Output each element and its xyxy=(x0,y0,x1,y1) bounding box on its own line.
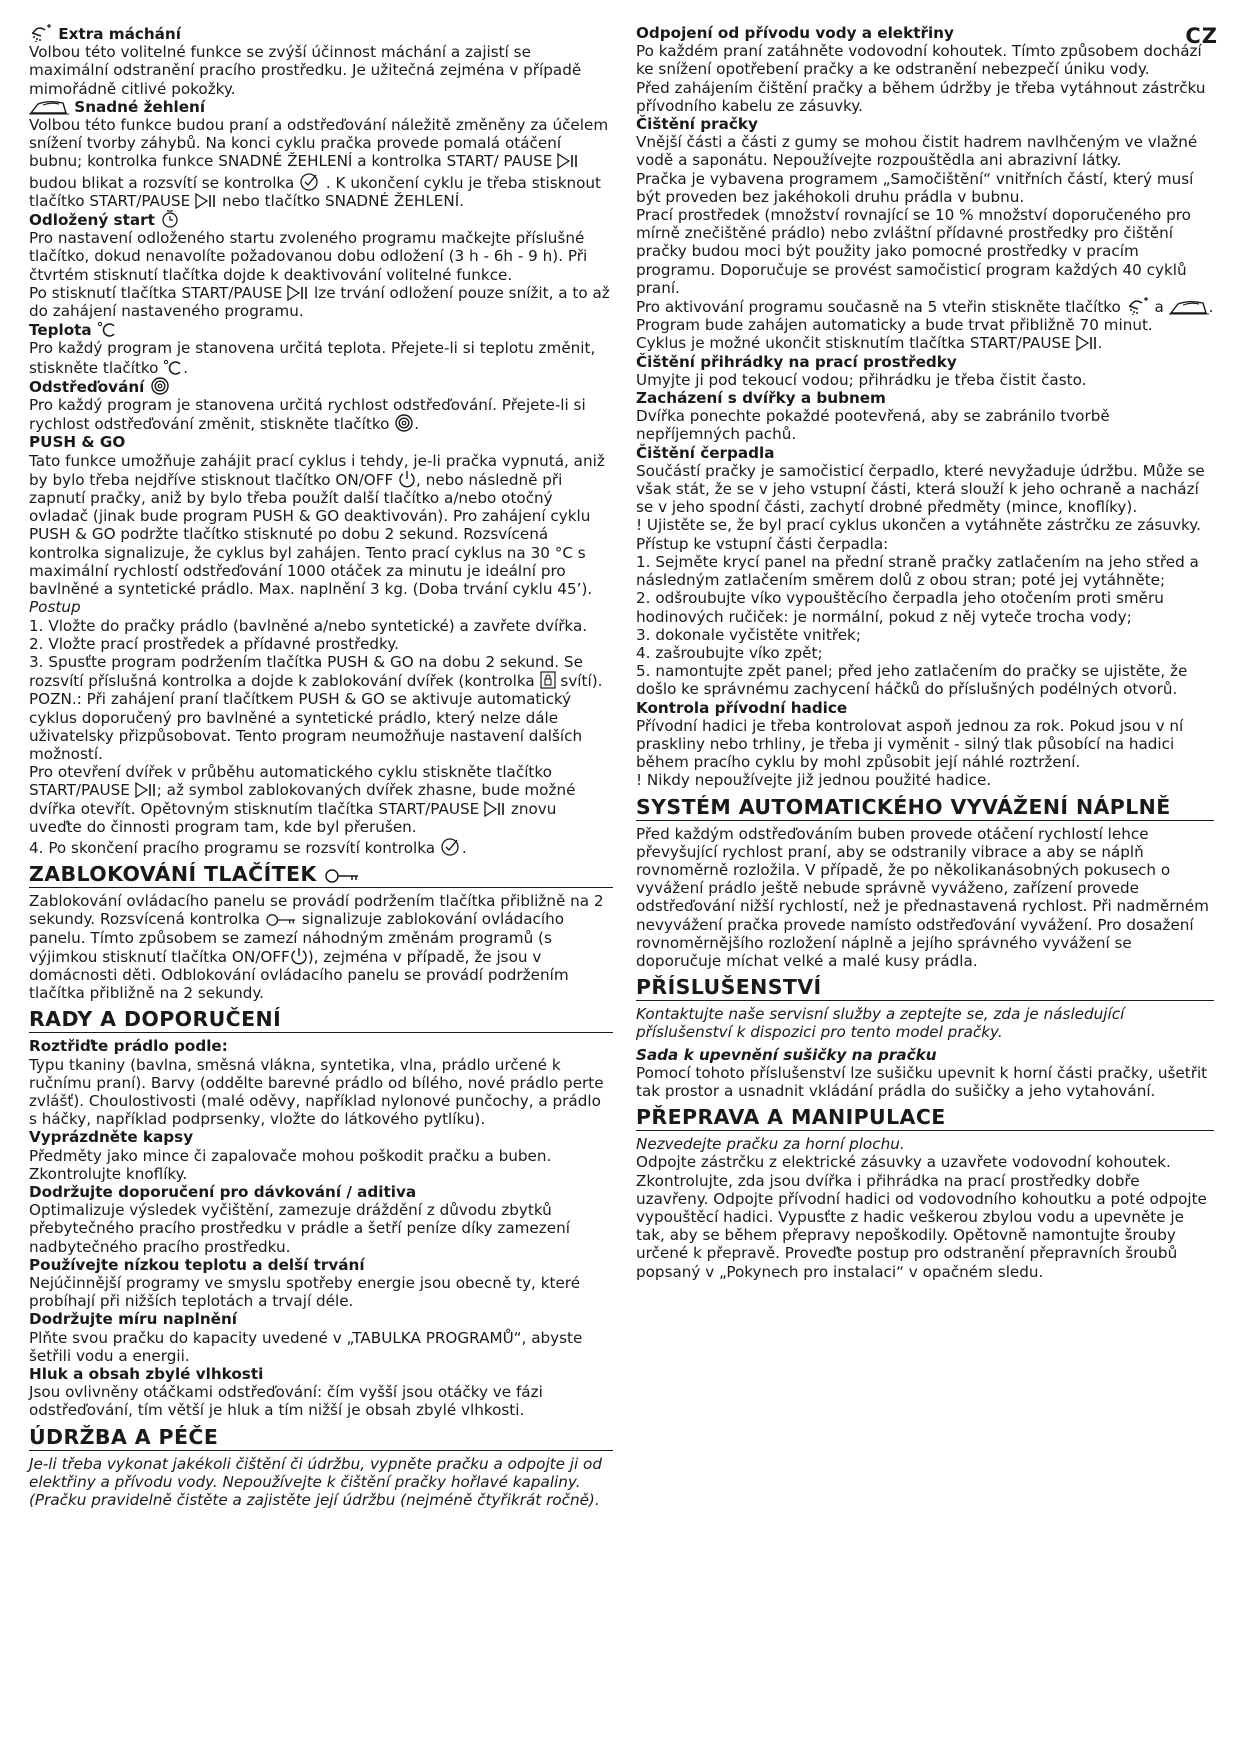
care-text: Je-li třeba vykonat jakékoli čištění či údržbu, vypněte pračku a odpojte ji od elektřiny a přívodu vody. Nepoužívejte k čištění pračky hořlavé kapaliny. (Pračku pravidelně čistěte a zajistěte její údržbu (nejméně čtyřikrát ročně). xyxy=(29,1454,602,1510)
cycle-end-icon xyxy=(440,836,462,856)
cycle-end-icon xyxy=(299,171,321,191)
key-icon xyxy=(324,868,360,884)
easy-iron-text: Volbou této funkce budou praní a odstřeďování náležitě změněny za účelem snížení tvorby záhybů. Na konci cyklu pračka provede pomalá otáčení bubnu; kontrolka funkce SNADNÉ ŽEHLENÍ a kontrolka START/ PAUSE budou blikat a rozsvítí se kontrolka . K ukončení cyklu je třeba stisknout tlačítko START/PAUSE nebo tlačítko SNADNÉ ŽEHLENÍ. xyxy=(29,116,609,210)
pump-title: Čištění čerpadla xyxy=(636,443,775,462)
power-icon xyxy=(290,947,308,965)
step-3: 3. Spusťte program podržením tlačítka PUSH & GO na dobu 2 sekund. Se rozsvítí příslušná kontrolka a dojde k zablokování dvířek (kontrolka svítí). xyxy=(29,652,603,691)
cleaning-text-2: Pračka je vybavena programem „Samočištění“ vnitřních částí, který musí být proveden bez jakéhokoli druhu prádla v bubnu. xyxy=(636,169,1194,206)
cleaning-text-5: Program bude zahájen automaticky a bude trvat přibližně 70 minut. xyxy=(636,316,1153,335)
start-pause-icon xyxy=(484,801,506,817)
extra-rinse-title: Extra máchání xyxy=(29,24,613,43)
pockets-text: Předměty jako mince či zapalovače mohou poškodit pračku a buben. Zkontrolujte knoflíky. xyxy=(29,1146,552,1183)
load-title: Dodržujte míru naplnění xyxy=(29,1310,237,1329)
hose-text-2: ! Nikdy nepoužívejte již jednou použité hadice. xyxy=(636,771,992,790)
pump-step-3: 3. dokonale vyčistěte vnitřek; xyxy=(636,625,861,644)
cleaning-text-1: Vnější části a části z gumy se mohou čistit hadrem navlhčeným ve vlažné vodě a saponátu. Nepoužívejte rozpouštědla ani abrazivní látky. xyxy=(636,133,1198,170)
care-heading: ÚDRŽBA A PÉČE xyxy=(29,1425,613,1451)
shower-icon xyxy=(1126,297,1150,315)
balance-text: Před každým odstřeďováním buben provede otáčení rychlostí lehce převyšující rychlost praní, aby se odstranily vibrace a aby se náplň rovnoměrně rozložila. V případě, že po několikanásobných pokusech o vyvážení prádlo ještě nebude správně vyváženo, zařízení provede odstřeďování nižší rychlostí, než je přednastavená rychlost. Při nadměrném nevyvážení pračka provede namísto odstřeďování vyvážení. Pro dosažení rovnoměrnějšího rozložení náplně a jejího správného vyvážení se doporučuje míchat velké a malé kusy prádla. xyxy=(636,824,1209,970)
easy-iron-title: Snadné žehlení xyxy=(29,98,613,116)
delay-start-text-2: Po stisknutí tlačítka START/PAUSE lze trvání odložení pouze snížit, a to až do zahájení nastaveného programu. xyxy=(29,283,610,321)
spin-text: Pro každý program je stanovena určitá rychlost odstřeďování. Přejete-li si rychlost odstřeďování změnit, stiskněte tlačítko . xyxy=(29,396,586,434)
pump-step-4: 4. zašroubujte víko zpět; xyxy=(636,643,823,662)
pump-text-2: ! Ujistěte se, že byl prací cyklus ukončen a vytáhněte zástrčku ze zásuvky. xyxy=(636,516,1201,535)
right-column xyxy=(636,24,1214,1281)
step-4: 4. Po skončení pracího programu se rozsvítí kontrolka . xyxy=(29,836,613,857)
dosage-text: Optimalizuje výsledek vyčištění, zamezuje dráždění z důvodu zbytků přebytečného pracího prostředku v prádle a šetří peníze díky zamezení nadbytečného pracího prostředku. xyxy=(29,1201,570,1256)
tips-heading: RADY A DOPORUČENÍ xyxy=(29,1007,613,1033)
step-1: 1. Vložte do pračky prádlo (bavlněné a/nebo syntetické) a zavřete dvířka. xyxy=(29,616,588,635)
disconnect-text-1: Po každém praní zatáhněte vodovodní kohoutek. Tímto způsobem dochází ke snížení opotřebení pračky a ke odstranění nebezpečí úniku vody. xyxy=(636,42,1202,79)
cleaning-title: Čištění pračky xyxy=(636,115,758,134)
noise-title: Hluk a obsah zbylé vlhkosti xyxy=(29,1365,264,1384)
pump-text-3: Přístup ke vstupní části čerpadla: xyxy=(636,534,889,553)
step-2: 2. Vložte prací prostředek a přídavné prostředky. xyxy=(29,634,399,653)
spin-icon xyxy=(394,414,414,432)
iron-icon xyxy=(1169,299,1209,315)
stacking-kit-title: Sada k upevnění sušičky na pračku xyxy=(636,1045,937,1064)
noise-text: Jsou ovlivněny otáčkami odstřeďování: čím vyšší jsou otáčky ve fázi odstřeďování, tím větší je hluk a tím nižší je obsah zbylé vlhkosti. xyxy=(29,1383,543,1420)
cleaning-text-3: Prací prostředek (množství rovnající se 10 % množství doporučeného pro mírně znečištěné prádlo) nebo zvláštní přídavné prostředky pro čištění pračky budou moci být použity jako pomocné prostředky v pracím programu. Doporučuje se provést samočisticí program každých 40 cyklů praní. xyxy=(636,206,1191,297)
keylock-text: Zablokování ovládacího panelu se provádí podržením tlačítka přibližně na 2 sekundy. Rozsvícená kontrolka signalizuje zablokování ovládacího panelu. Tímto způsobem se zamezí náhodným změnám programů (s výjimkou stisknutí tlačítka ON/OFF ), zejména v případě, že jsou v domácnosti děti. Odblokování ovládacího panelu se provádí podržením tlačítka přibližně na 2 sekundy. xyxy=(29,892,604,1003)
balance-heading: SYSTÉM AUTOMATICKÉHO VYVÁŽENÍ NÁPLNĚ xyxy=(636,795,1214,821)
start-pause-icon xyxy=(135,782,157,798)
spin-title: Odstřeďování xyxy=(29,377,613,396)
dosage-title: Dodržujte doporučení pro dávkování / aditiva xyxy=(29,1182,417,1201)
language-code: CZ xyxy=(1185,24,1218,48)
start-pause-icon xyxy=(195,193,217,209)
spin-icon xyxy=(150,377,170,395)
door-care-text: Dvířka ponechte pokaždé pootevřená, aby se zabránilo tvorbě nepříjemných pachů. xyxy=(636,407,1110,444)
door-open-text: Pro otevření dvířek v průběhu automatického cyklu stiskněte tlačítko START/PAUSE ; až symbol zablokovaných dvířek zhasne, bude možné dvířka otevřít. Opětovným stisknutím tlačítka START/PAUSE znovu uveďte do činnosti program tam, kde byl přerušen. xyxy=(29,763,576,836)
accessories-text: Kontaktujte naše servisní služby a zeptejte se, zda je následující příslušenství k dispozici pro tento model pračky. xyxy=(636,1005,1125,1042)
delay-start-title: Odložený start xyxy=(29,210,613,229)
keylock-heading: ZABLOKOVÁNÍ TLAČÍTEK xyxy=(29,862,613,888)
door-care-title: Zacházení s dvířky a bubnem xyxy=(636,389,886,408)
cleaning-text-6: Cyklus je možné ukončit stisknutím tlačítka START/PAUSE . xyxy=(636,334,1103,353)
start-pause-icon xyxy=(557,153,579,169)
pump-text-1: Součástí pračky je samočisticí čerpadlo, které nevyžaduje údržbu. Může se však stát, že se v jeho vstupní části, která slouží k jeho ochraně a nachází se v jeho spodní části, zachytí drobné předměty (mince, knoflíky). xyxy=(636,461,1205,517)
left-column xyxy=(29,24,613,1509)
delay-timer-icon xyxy=(160,210,180,228)
low-temp-text: Nejúčinnější programy ve smyslu spotřeby energie jsou obecně ty, které probíhají při nižších teplotách a trvají déle. xyxy=(29,1274,581,1311)
start-pause-icon xyxy=(1076,335,1098,351)
power-icon xyxy=(398,470,416,488)
disconnect-title: Odpojení od přívodu vody a elektřiny xyxy=(636,24,954,42)
iron-icon xyxy=(29,99,69,115)
disconnect-text-2: Před zahájením čištění pračky a během údržby je třeba vytáhnout zástrčku přívodního kabelu ze zásuvky. xyxy=(636,78,1206,115)
door-lock-icon xyxy=(540,671,556,689)
shower-icon xyxy=(29,24,53,42)
delay-start-text-1: Pro nastavení odloženého startu zvoleného programu mačkejte příslušné tlačítko, dokud nenavolíte požadovanou dobu odložení (3 h - 6h - 9 h). Při čtvrtém stisknutí tlačítka dojde k deaktivování volitelné funkce. xyxy=(29,229,588,284)
cleaning-text-4: Pro aktivování programu současně na 5 vteřin stiskněte tlačítko a . xyxy=(636,298,1214,317)
push-go-text: Tato funkce umožňuje zahájit prací cyklus i tehdy, je-li pračka vypnutá, aniž by bylo třeba nejdříve stisknout tlačítko ON/OFF , nebo následně při zapnutí pračky, aniž by bylo třeba použít další tlačítko a/nebo otočný ovladač (jinak bude program PUSH & GO deaktivován). Pro zahájení cyklu PUSH & GO podržte tlačítko stisknuté po dobu 2 sekund. Rozsvícená kontrolka signalizuje, že cyklus byl zahájen. Tento prací cyklus na 30 °C s maximální rychlostí odstřeďování 1000 otáček za minutu je ideální pro bavlněné a syntetické prádlo. Max. naplnění 3 kg. (Doba trvání cyklu 45’). xyxy=(29,451,605,599)
pump-step-2: 2. odšroubujte víko vypouštěcího čerpadla jeho otočením proti směru hodinových ručiček: je normální, pokud z něj vyteče trocha vody; xyxy=(636,589,1164,626)
temperature-text: Pro každý program je stanovena určitá teplota. Přejete-li si teplotu změnit, stiskněte tlačítko . xyxy=(29,339,596,377)
start-pause-icon xyxy=(287,285,309,301)
transport-italic: Nezvedejte pračku za horní plochu. xyxy=(636,1135,905,1154)
stacking-kit-text: Pomocí tohoto příslušenství lze sušičku upevnit k horní části pračky, ušetřit tak prostor a usnadnit vkládání prádla do sušičky a jeho vytahování. xyxy=(636,1063,1208,1100)
push-go-title: PUSH & GO xyxy=(29,433,126,452)
sort-title: Roztřiďte prádlo podle: xyxy=(29,1037,228,1056)
sort-text: Typu tkaniny (bavlna, směsná vlákna, syntetika, vlna, prádlo určené k ručnímu praní). Barvy (oddělte barevné prádlo od bílého, nové prádlo perte zvlášť). Choulostivosti (malé oděvy, například nylonové punčochy, a prádlo s háčky, například podprsenky, vložte do látkového pytlíku). xyxy=(29,1055,604,1129)
pump-step-5: 5. namontujte zpět panel; před jeho zatlačením do pračky se ujistěte, že došlo ke správnému zachycení háčků do příslušných podélných otvorů. xyxy=(636,662,1188,699)
drawer-title: Čištění přihrádky na prací prostředky xyxy=(636,352,957,371)
temperature-icon xyxy=(163,358,183,376)
key-icon xyxy=(265,913,297,927)
drawer-text: Umyjte ji pod tekoucí vodou; přihrádku je třeba čistit často. xyxy=(636,370,1087,389)
accessories-heading: PŘÍSLUŠENSTVÍ xyxy=(636,975,1214,1001)
hose-text-1: Přívodní hadici je třeba kontrolovat aspoň jednou za rok. Pokud jsou v ní praskliny nebo trhliny, je třeba ji vyměnit - silný tlak působící na hadici během pracího cyklu by mohl způsobit její náhlé roztržení. xyxy=(636,716,1184,772)
transport-heading: PŘEPRAVA A MANIPULACE xyxy=(636,1105,1214,1131)
low-temp-title: Používejte nízkou teplotu a delší trvání xyxy=(29,1255,365,1274)
temperature-title: Teplota xyxy=(29,320,613,339)
procedure-label: Postup xyxy=(29,598,81,617)
temperature-icon xyxy=(97,320,117,338)
pump-step-1: 1. Sejměte krycí panel na přední straně pračky zatlačením na jeho střed a následným zatlačením směrem dolů z obou stran; poté jej vytáhněte; xyxy=(636,552,1199,590)
load-text: Plňte svou pračku do kapacity uvedené v „TABULKA PROGRAMŮ“, abyste šetřili vodu a energii. xyxy=(29,1328,583,1365)
hose-title: Kontrola přívodní hadice xyxy=(636,698,848,717)
transport-text: Odpojte zástrčku z elektrické zásuvky a uzavřete vodovodní kohoutek. Zkontrolujte, zda jsou dvířka i přihrádka na prací prostředky dobře uzavřeny. Odpojte přívodní hadici od vodovodního kohoutku a poté odpojte vypouštěcí hadici. Vypusťte z hadic veškerou zbylou vodu a upevněte je tak, aby se během přepravy nepoškodily. Opětovně namontujte šrouby určené k přepravě. Proveďte postup pro odstranění přepravních šroubů popsaný v „Pokynech pro instalaci“ v opačném sledu. xyxy=(636,1153,1207,1281)
push-go-note: POZN.: Při zahájení praní tlačítkem PUSH & GO se aktivuje automatický cyklus doporučený pro bavlněné a syntetické prádlo, který nelze dále uživatelsky přizpůsobovat. Tento program neumožňuje nastavení dalších možností. xyxy=(29,690,583,763)
extra-rinse-text: Volbou této volitelné funkce se zvýší účinnost máchání a zajistí se maximální odstranění pracího prostředku. Je užitečná zejména v případě mimořádně citlivé pokožky. xyxy=(29,43,582,98)
pockets-title: Vyprázdněte kapsy xyxy=(29,1128,194,1147)
